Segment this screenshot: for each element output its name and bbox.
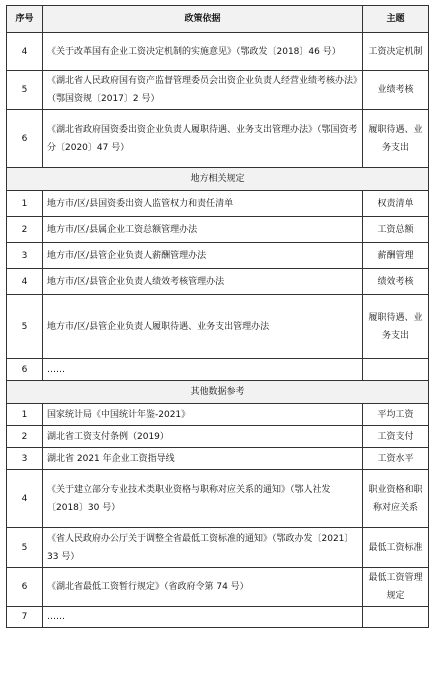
table-row xyxy=(7,217,429,243)
section-title-other: 其他数据参考 xyxy=(7,381,429,404)
row-no: 5 xyxy=(7,528,43,568)
row-policy: 地方市/区/县管企业负责人绩效考核管理办法 xyxy=(43,269,363,295)
row-topic: 履职待遇、业务支出 xyxy=(363,295,429,359)
table-row xyxy=(7,295,429,359)
row-no: 6 xyxy=(7,359,43,381)
header-no: 序号 xyxy=(7,6,43,33)
row-topic xyxy=(363,359,429,381)
row-topic: 最低工资管理规定 xyxy=(363,568,429,607)
policy-table-container xyxy=(6,5,428,628)
row-policy: 国家统计局《中国统计年鉴-2021》 xyxy=(43,404,363,426)
header-topic: 主题 xyxy=(363,6,429,33)
table-row xyxy=(7,470,429,528)
row-policy: 《湖北省最低工资暂行规定》（省政府令第 74 号） xyxy=(43,568,363,607)
table-row xyxy=(7,110,429,168)
section-row-other xyxy=(7,381,429,404)
row-policy: 《关于改革国有企业工资决定机制的实施意见》（鄂政发〔2018〕46 号） xyxy=(43,33,363,71)
row-no: 4 xyxy=(7,33,43,71)
row-topic: 薪酬管理 xyxy=(363,243,429,269)
table-row xyxy=(7,404,429,426)
row-topic: 工资水平 xyxy=(363,448,429,470)
table-row xyxy=(7,359,429,381)
policy-table xyxy=(6,5,429,628)
row-no: 4 xyxy=(7,269,43,295)
table-row xyxy=(7,243,429,269)
table-row xyxy=(7,191,429,217)
header-row xyxy=(7,6,429,33)
row-topic: 最低工资标准 xyxy=(363,528,429,568)
row-no: 7 xyxy=(7,607,43,628)
row-no: 3 xyxy=(7,243,43,269)
row-topic: 履职待遇、业务支出 xyxy=(363,110,429,168)
header-policy: 政策依据 xyxy=(43,6,363,33)
table-row xyxy=(7,568,429,607)
row-policy: 地方市/区/县管企业负责人履职待遇、业务支出管理办法 xyxy=(43,295,363,359)
row-topic xyxy=(363,607,429,628)
row-policy: 《省人民政府办公厅关于调整全省最低工资标准的通知》（鄂政办发〔2021〕33 号） xyxy=(43,528,363,568)
table-row xyxy=(7,33,429,71)
row-topic: 工资总额 xyxy=(363,217,429,243)
table-row xyxy=(7,426,429,448)
row-policy: 湖北省 2021 年企业工资指导线 xyxy=(43,448,363,470)
row-policy: 地方市/区/县属企业工资总额管理办法 xyxy=(43,217,363,243)
row-policy: 湖北省工资支付条例（2019） xyxy=(43,426,363,448)
section-title-local: 地方相关规定 xyxy=(7,168,429,191)
row-policy: …… xyxy=(43,607,363,628)
row-no: 4 xyxy=(7,470,43,528)
row-policy: …… xyxy=(43,359,363,381)
row-topic: 权责清单 xyxy=(363,191,429,217)
row-no: 2 xyxy=(7,217,43,243)
row-no: 6 xyxy=(7,568,43,607)
section-row-local xyxy=(7,168,429,191)
row-no: 5 xyxy=(7,71,43,110)
row-topic: 职业资格和职称对应关系 xyxy=(363,470,429,528)
table-row xyxy=(7,71,429,110)
row-policy: 《关于建立部分专业技术类职业资格与职称对应关系的通知》（鄂人社发〔2018〕30 号） xyxy=(43,470,363,528)
row-no: 1 xyxy=(7,191,43,217)
row-topic: 工资支付 xyxy=(363,426,429,448)
row-policy: 地方市/区/县国资委出资人监管权力和责任清单 xyxy=(43,191,363,217)
table-row xyxy=(7,607,429,628)
table-row xyxy=(7,528,429,568)
row-no: 3 xyxy=(7,448,43,470)
table-row xyxy=(7,269,429,295)
row-no: 1 xyxy=(7,404,43,426)
row-policy: 《湖北省人民政府国有资产监督管理委员会出资企业负责人经营业绩考核办法》（鄂国资规〔2017〕2 号） xyxy=(43,71,363,110)
row-policy: 《湖北省政府国资委出资企业负责人履职待遇、业务支出管理办法》（鄂国资考分〔2020〕47 号） xyxy=(43,110,363,168)
row-no: 6 xyxy=(7,110,43,168)
row-topic: 绩效考核 xyxy=(363,269,429,295)
table-row xyxy=(7,448,429,470)
row-no: 2 xyxy=(7,426,43,448)
row-topic: 平均工资 xyxy=(363,404,429,426)
row-topic: 工资决定机制 xyxy=(363,33,429,71)
row-no: 5 xyxy=(7,295,43,359)
row-policy: 地方市/区/县管企业负责人薪酬管理办法 xyxy=(43,243,363,269)
row-topic: 业绩考核 xyxy=(363,71,429,110)
